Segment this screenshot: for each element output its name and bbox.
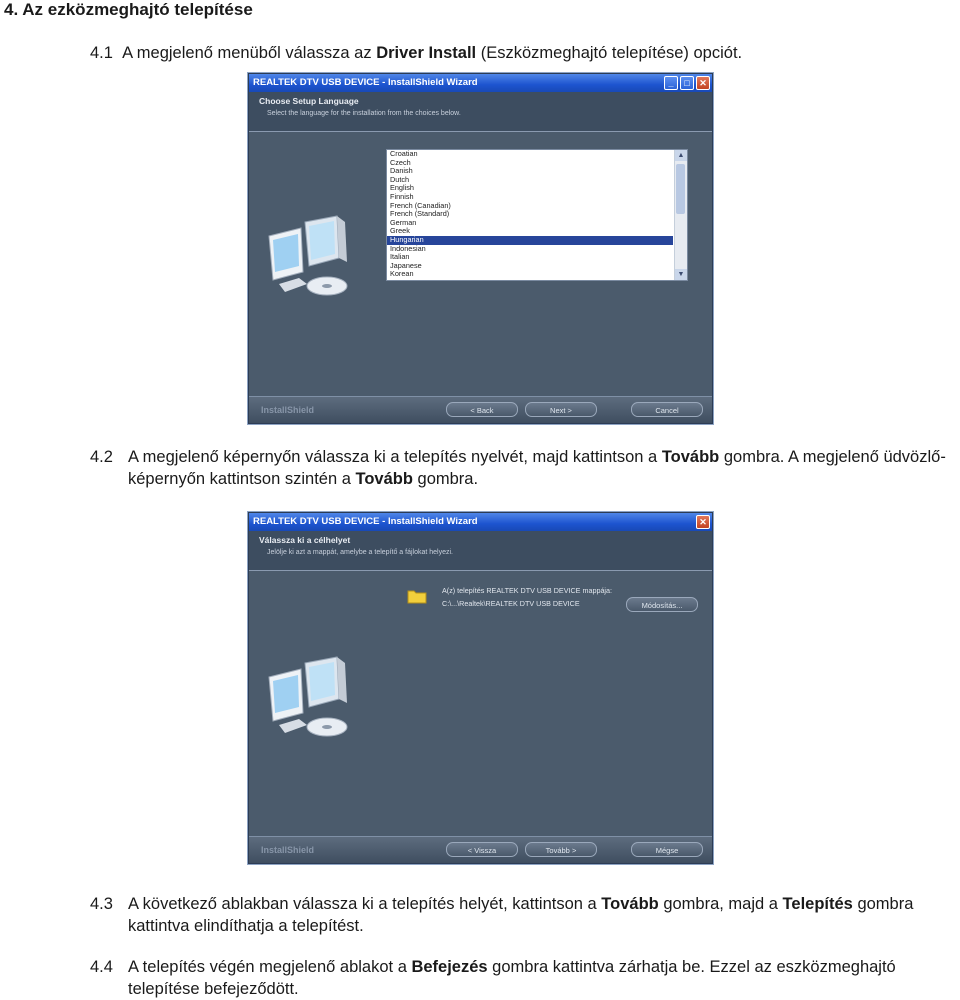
language-option[interactable]: Dutch (390, 174, 410, 184)
paragraph-text: gombra. A megjelenő üdvözlő-képernyőn kattintson szintén a (128, 448, 946, 488)
installshield-logo: InstallShield (261, 405, 315, 415)
language-option[interactable]: German (390, 217, 417, 227)
paragraph-number: 4.2 (90, 448, 113, 466)
window-title: REALTEK DTV USB DEVICE - InstallShield Wizard (253, 516, 478, 527)
language-option[interactable]: English (390, 183, 414, 193)
cancel-button[interactable]: Mégse (631, 842, 703, 857)
bold-text: Befejezés (411, 958, 488, 976)
window-titlebar (249, 513, 712, 531)
computer-icon (265, 214, 355, 304)
paragraph-text: gombra kattintva elindíthatja a telepítést. (128, 895, 914, 935)
close-icon[interactable]: ✕ (696, 515, 710, 529)
wizard-header (249, 92, 712, 132)
bold-text: Tovább (355, 470, 413, 488)
bold-text: Tovább (601, 895, 659, 913)
paragraph-text: gombra, majd a (658, 895, 783, 913)
paragraph-4-4 (90, 956, 958, 1000)
window-titlebar (249, 74, 712, 92)
paragraph-4-1 (90, 42, 950, 64)
paragraph-text: A megjelenő menüből válassza az (122, 44, 377, 62)
language-option[interactable]: Hungarian (387, 236, 673, 245)
scroll-thumb[interactable] (676, 164, 685, 214)
wizard-footer (249, 396, 712, 423)
bold-text: Telepítés (782, 895, 853, 913)
language-option[interactable]: Danish (390, 166, 413, 176)
bold-text: Tovább (661, 448, 720, 466)
wizard-header-subtitle: Jelölje ki azt a mappát, amelybe a telepítő a fájlokat helyezi. (267, 549, 453, 556)
wizard-header (249, 531, 712, 571)
back-button[interactable]: < Vissza (446, 842, 518, 857)
paragraph-number: 4.4 (90, 958, 113, 976)
scroll-down-icon[interactable]: ▼ (675, 269, 687, 280)
paragraph-text: A következő ablakban válassza ki a telepítés helyét, kattintson a (128, 895, 602, 913)
next-button[interactable]: Next > (525, 402, 597, 417)
modify-button[interactable]: Módosítás... (626, 597, 698, 612)
paragraph-text: A telepítés végén megjelenő ablakot a (128, 958, 412, 976)
close-icon[interactable]: ✕ (696, 76, 710, 90)
paragraph-text: gombra. (412, 470, 479, 488)
language-option[interactable]: Japanese (390, 260, 422, 270)
wizard-header-subtitle: Select the language for the installation from the choices below. (267, 110, 461, 117)
language-listbox[interactable] (386, 149, 688, 281)
language-option[interactable]: Czech (390, 157, 411, 167)
back-button[interactable]: < Back (446, 402, 518, 417)
bold-text: Driver Install (376, 44, 477, 62)
section-title: 4. Az ezközmeghajtó telepítése (4, 0, 253, 19)
language-option[interactable]: Indonesian (390, 243, 426, 253)
listbox-scrollbar[interactable] (674, 150, 687, 280)
cancel-button[interactable]: Cancel (631, 402, 703, 417)
paragraph-text: (Eszközmeghajtó telepítése) opciót. (476, 44, 743, 62)
language-option[interactable]: Italian (390, 252, 410, 262)
language-option[interactable]: Finnish (390, 191, 414, 201)
maximize-icon[interactable]: □ (680, 76, 694, 90)
language-option[interactable]: French (Canadian) (390, 200, 451, 210)
language-option[interactable]: Croatian (390, 149, 418, 158)
paragraph-number: 4.1 (90, 44, 113, 62)
installshield-logo: InstallShield (261, 845, 315, 855)
paragraph-text: A megjelenő képernyőn válassza ki a telepítés nyelvét, majd kattintson a (128, 448, 662, 466)
installer-window-language (248, 73, 713, 424)
wizard-header-title: Válassza ki a célhelyet (259, 535, 351, 545)
computer-icon (265, 655, 355, 745)
paragraph-number: 4.3 (90, 895, 113, 913)
next-button[interactable]: Tovább > (525, 842, 597, 857)
language-option[interactable]: French (Standard) (390, 209, 450, 219)
window-title: REALTEK DTV USB DEVICE - InstallShield Wizard (253, 77, 478, 88)
wizard-header-title: Choose Setup Language (259, 96, 359, 106)
paragraph-4-3 (90, 893, 958, 937)
folder-icon (407, 588, 427, 604)
minimize-icon[interactable]: _ (664, 76, 678, 90)
paragraph-text: gombra kattintva zárhatja be. Ezzel az eszközmeghajtó telepítése befejeződött. (128, 958, 896, 998)
destination-path: C:\...\Realtek\REALTEK DTV USB DEVICE (442, 599, 580, 608)
scroll-up-icon[interactable]: ▲ (675, 150, 687, 161)
wizard-footer (249, 836, 712, 863)
paragraph-4-2 (90, 446, 952, 490)
language-option[interactable]: Greek (390, 226, 410, 236)
language-option[interactable]: Korean (390, 269, 414, 279)
installer-window-destination (248, 512, 713, 864)
destination-label: A(z) telepítés REALTEK DTV USB DEVICE mappája: (442, 586, 613, 595)
